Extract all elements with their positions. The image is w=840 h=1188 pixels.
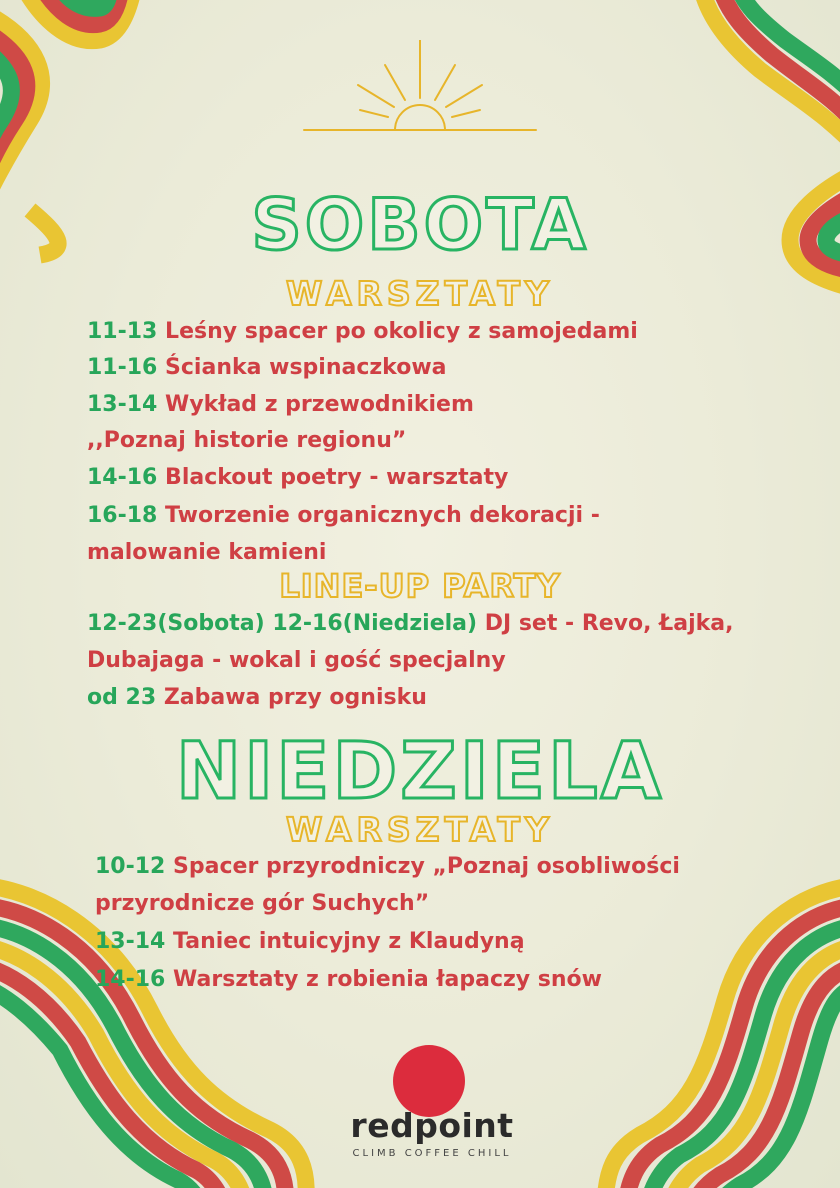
- list-item: 14-16 Warsztaty z robienia łapaczy snów: [95, 967, 602, 992]
- list-item: przyrodnicze gór Suchych”: [95, 891, 430, 916]
- list-item: 11-16 Ścianka wspinaczkowa: [87, 355, 447, 380]
- niedziela-subtitle: WARSZTATY: [286, 810, 554, 849]
- list-item: 13-14 Taniec intuicyjny z Klaudyną: [95, 929, 525, 954]
- logo-tagline: CLIMB COFFEE CHILL: [352, 1148, 512, 1159]
- list-item: Dubajaga - wokal i gość specjalny: [87, 648, 506, 673]
- niedziela-title: NIEDZIELA: [175, 727, 665, 817]
- list-item: od 23 Zabawa przy ognisku: [87, 685, 427, 710]
- list-item: 14-16 Blackout poetry - warsztaty: [87, 465, 509, 490]
- list-item: 11-13 Leśny spacer po okolicy z samojedami: [87, 319, 638, 344]
- list-item: 12-23(Sobota) 12-16(Niedziela) DJ set - Revo, Łajka,: [87, 611, 734, 636]
- sun-icon: [300, 40, 540, 150]
- list-item: 16-18 Tworzenie organicznych dekoracji -: [87, 503, 600, 528]
- list-item: 13-14 Wykład z przewodnikiem: [87, 392, 474, 417]
- lineup-title: LINE-UP PARTY: [279, 567, 561, 605]
- logo-name: redpoint: [350, 1106, 514, 1145]
- list-item: 10-12 Spacer przyrodniczy „Poznaj osobliwości: [95, 854, 680, 879]
- list-item: malowanie kamieni: [87, 540, 327, 565]
- list-item: ,,Poznaj historie regionu”: [87, 428, 407, 453]
- sobota-subtitle: WARSZTATY: [286, 274, 554, 313]
- sobota-title: SOBOTA: [251, 184, 589, 266]
